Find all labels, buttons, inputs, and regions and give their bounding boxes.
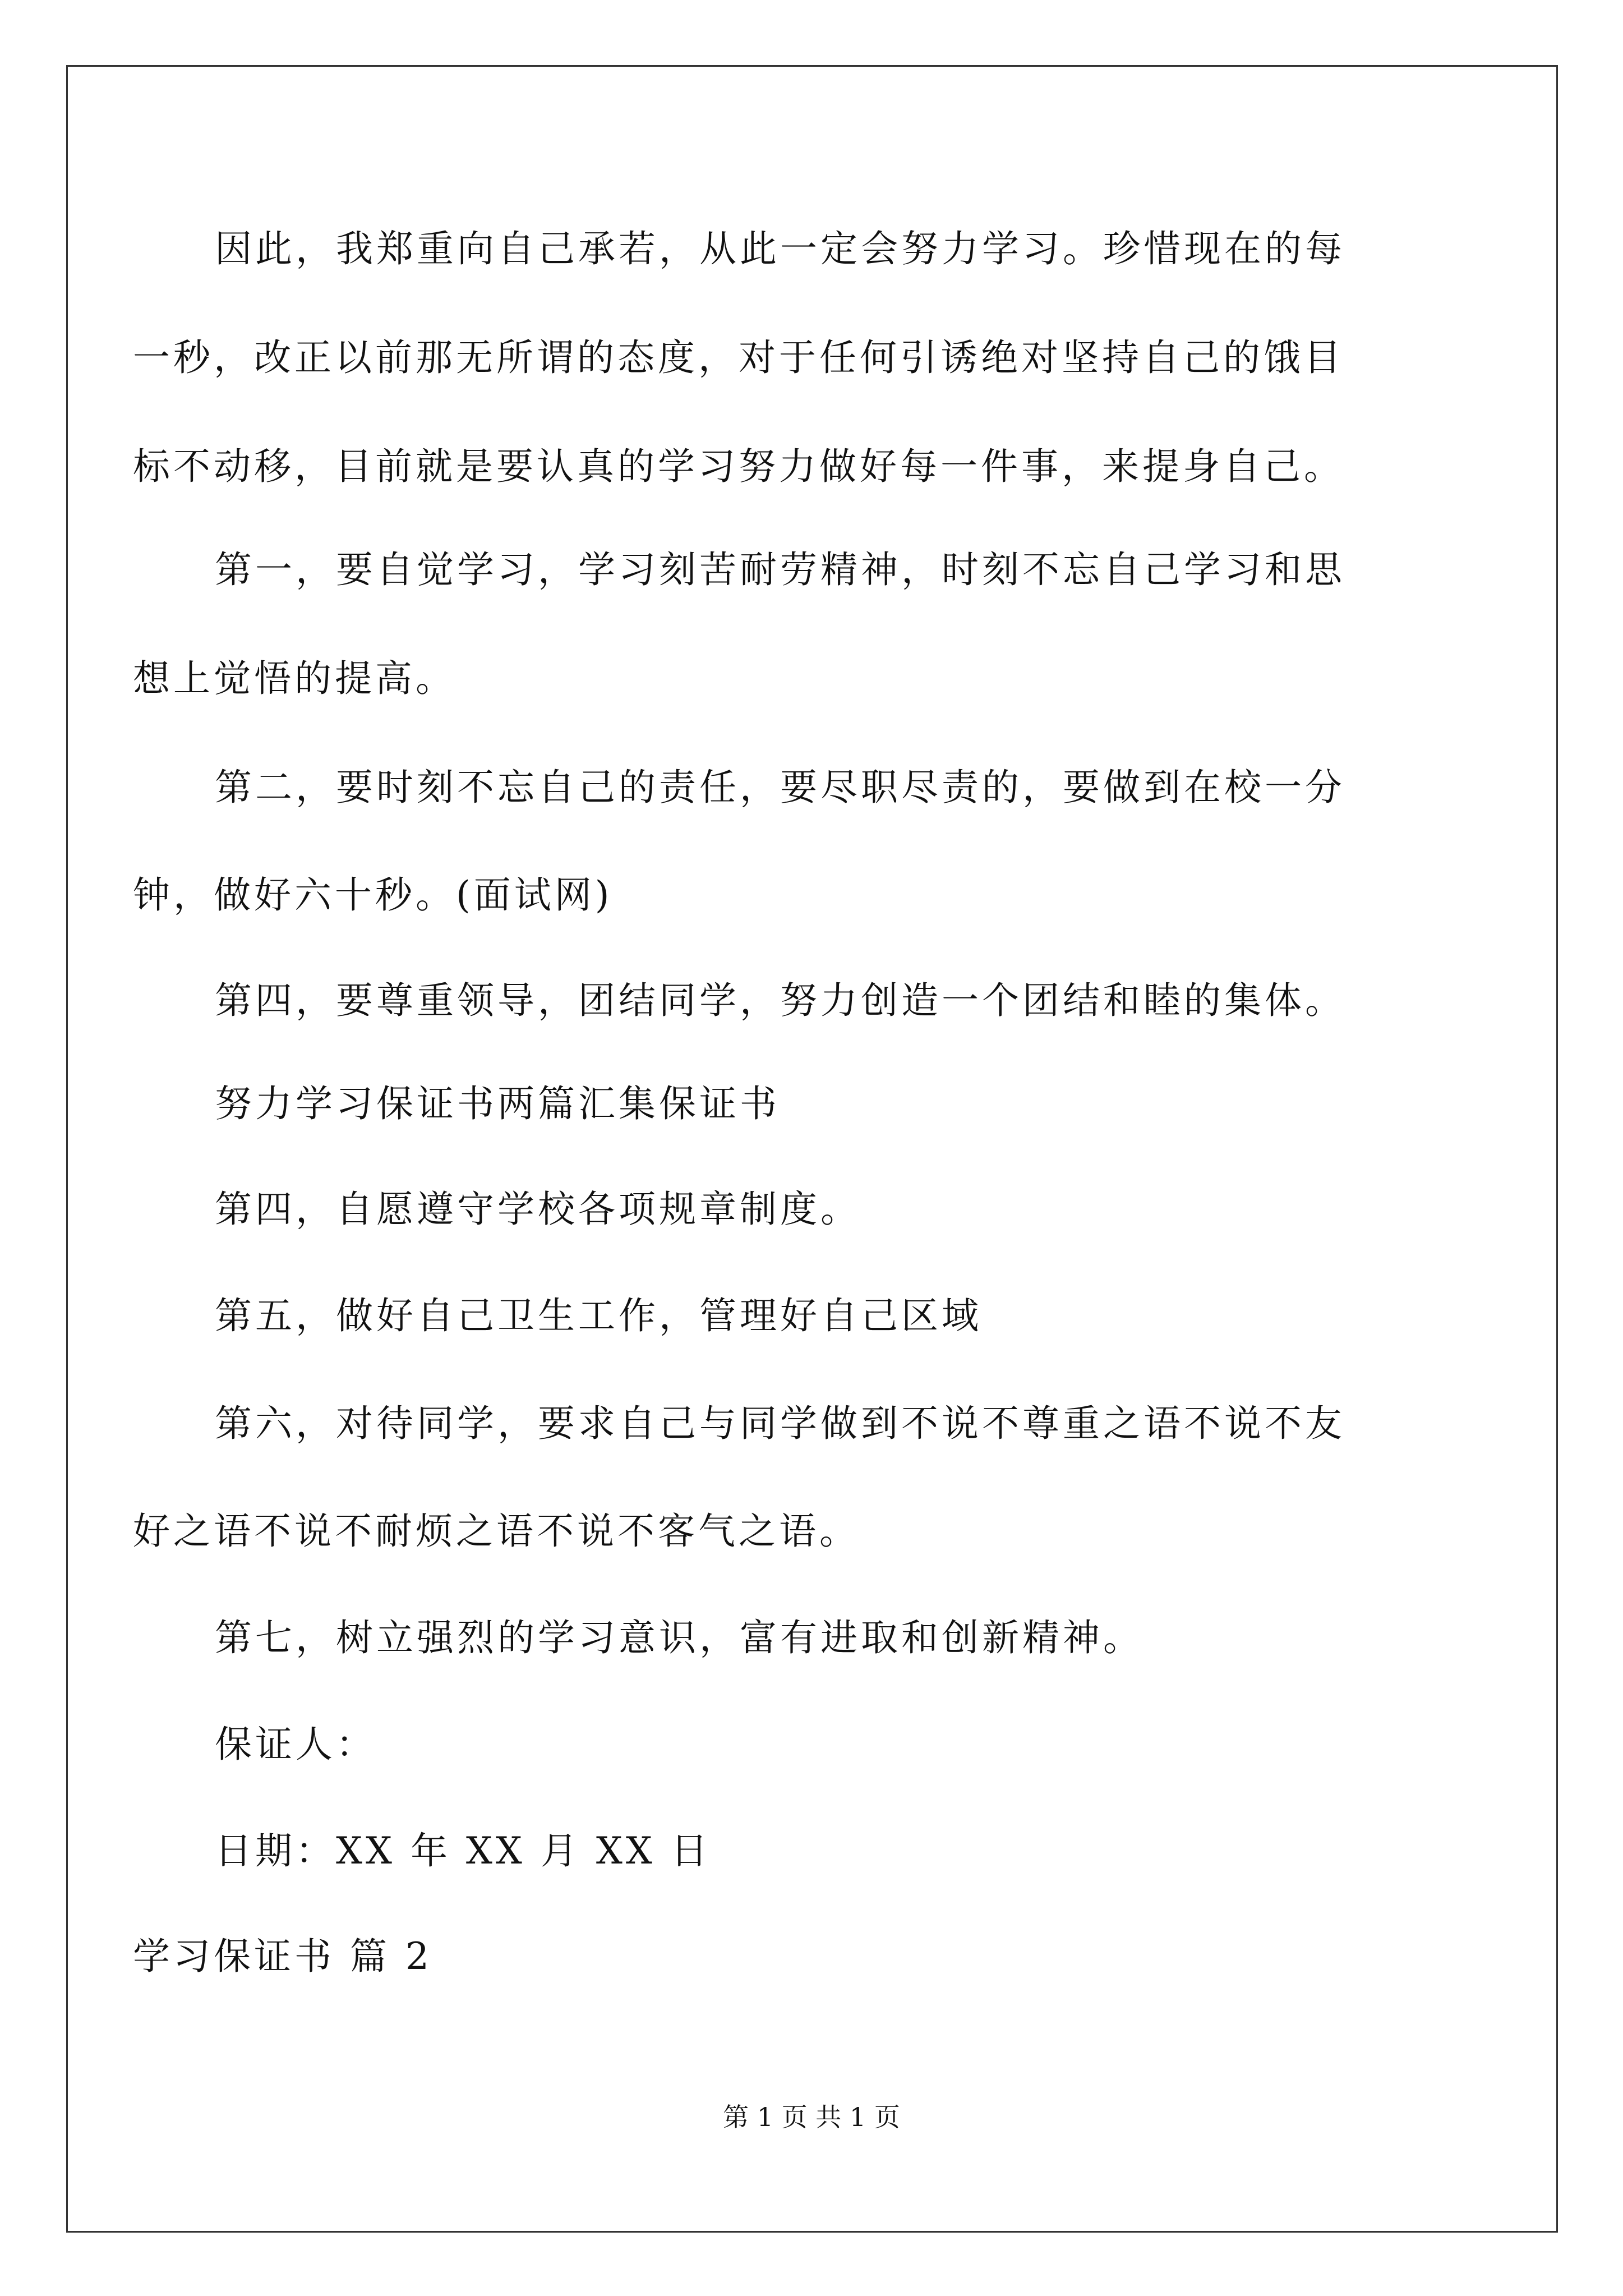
paragraph-line: 第五，做好自己卫生工作，管理好自己区域	[215, 1294, 982, 1337]
paragraph-line: 好之语不说不耐烦之语不说不客气之语。	[133, 1510, 860, 1553]
section-heading: 学习保证书 篇 2	[133, 1935, 432, 1978]
paragraph-line: 努力学习保证书两篇汇集保证书	[215, 1082, 780, 1125]
paragraph-line: 想上觉悟的提高。	[133, 657, 456, 700]
paragraph-line: 第一，要自觉学习，学习刻苦耐劳精神，时刻不忘自己学习和思	[215, 548, 1345, 591]
paragraph-line: 第四，自愿遵守学校各项规章制度。	[215, 1188, 861, 1231]
paragraph-line: 标不动移，目前就是要认真的学习努力做好每一件事，来提身自己。	[133, 445, 1344, 488]
paragraph-line: 第二，要时刻不忘自己的责任，要尽职尽责的，要做到在校一分	[215, 766, 1345, 809]
paragraph-line: 一秒，改正以前那无所谓的态度，对于任何引诱绝对坚持自己的饿目	[133, 336, 1344, 379]
paragraph-line: 第七，树立强烈的学习意识，富有进取和创新精神。	[215, 1616, 1144, 1659]
paragraph-line: 因此，我郑重向自己承若，从此一定会努力学习。珍惜现在的每	[215, 227, 1345, 270]
paragraph-line: 第六，对待同学，要求自己与同学做到不说不尊重之语不说不友	[215, 1402, 1345, 1445]
page-border	[66, 65, 1558, 2233]
signature-label: 保证人：	[215, 1723, 376, 1766]
paragraph-line: 钟，做好六十秒。(面试网)	[133, 873, 613, 917]
page-number: 第 1 页 共 1 页	[723, 2102, 900, 2132]
paragraph-line: 第四，要尊重领导，团结同学，努力创造一个团结和睦的集体。	[215, 979, 1345, 1022]
date-line: 日期：XX 年 XX 月 XX 日	[215, 1829, 711, 1872]
